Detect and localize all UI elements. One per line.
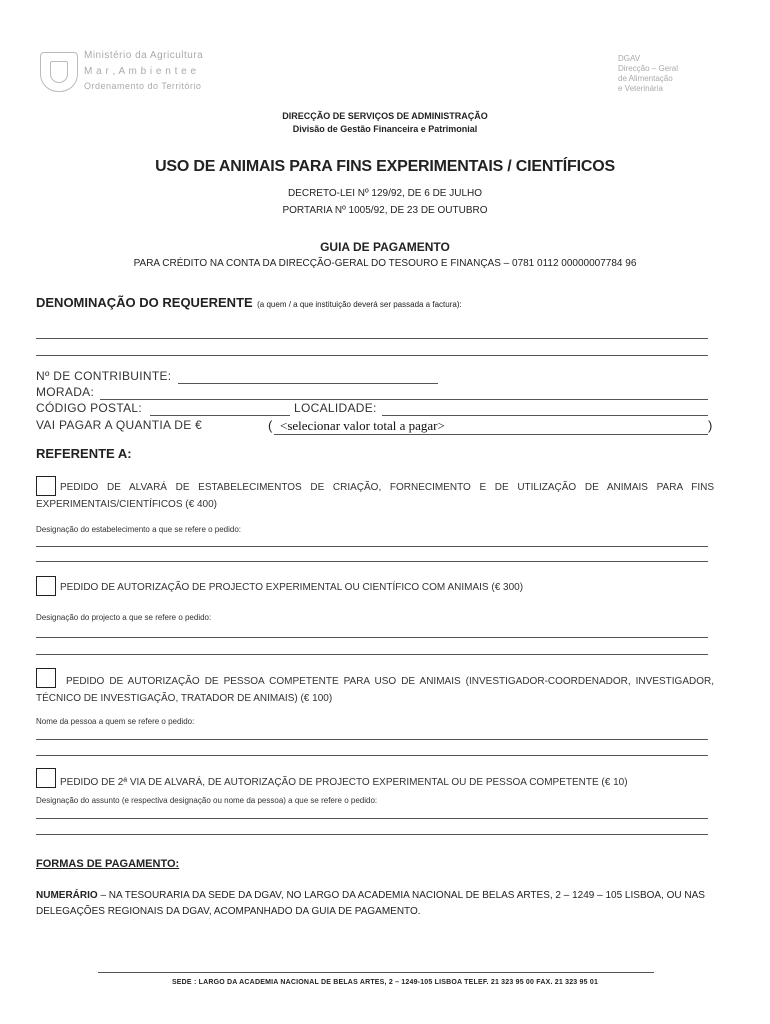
localidade-label: LOCALIDADE: [294,401,377,415]
dgav-line-3: de Alimentação [618,74,673,83]
credit-line: PARA CRÉDITO NA CONTA DA DIRECÇÃO-GERAL DO TESOURO E FINANÇAS – 0781 0112 00000007784 96 [133,258,637,269]
guide-title: GUIA DE PAGAMENTO [320,240,450,254]
option-3-line-2[interactable] [36,755,708,756]
morada-field[interactable] [100,399,708,400]
option-3-line-1[interactable] [36,739,708,740]
direction-title: DIRECÇÃO DE SERVIÇOS DE ADMINISTRAÇÃO [282,111,488,121]
amount-select[interactable]: <selecionar valor total a pagar> [280,418,445,433]
ministry-line-1: Ministério da Agricultura [84,50,204,61]
payment-method [36,888,716,920]
option-1-designation-label: Designação do estabelecimento a que se refere o pedido: [36,525,242,534]
morada-label: MORADA: [36,385,95,399]
coat-of-arms-icon [40,52,78,92]
nif-field[interactable] [178,383,438,384]
portaria-line: PORTARIA Nº 1005/92, DE 23 DE OUTUBRO [282,205,488,216]
requester-line-2[interactable] [36,355,708,356]
nif-label: Nº DE CONTRIBUINTE: [36,369,172,383]
direction-subtitle: Divisão de Gestão Financeira e Patrimonial [292,124,478,134]
main-title: USO DE ANIMAIS PARA FINS EXPERIMENTAIS / CIENTÍFICOS [155,158,615,175]
option-3-designation-label: Nome da pessoa a quem se refere o pedido: [36,717,195,726]
option-1-text: PEDIDO DE ALVARÁ DE ESTABELECIMENTOS DE CRIAÇÃO, FORNECIMENTO E DE UTILIZAÇÃO DE ANIMAIS PARA FINS EXPERIMENTAIS/CIENTÍFICOS (€ 400) [36,482,714,510]
ministry-logo-block [40,48,240,96]
payment-title: FORMAS DE PAGAMENTO: [36,858,180,870]
option-4-checkbox[interactable] [36,768,56,788]
decree-line: DECRETO-LEI Nº 129/92, DE 6 DE JULHO [287,188,483,199]
dgav-line-4: e Veterinária [618,84,663,93]
payment-method-text: – NA TESOURARIA DA SEDE DA DGAV, NO LARGO DA ACADEMIA NACIONAL DE BELAS ARTES, 2 – 1249 – 105 LISBOA, OU NAS DELEGAÇÕES REGIONAIS DA DGAV, ACOMPANHADO DA GUIA DE PAGAMENTO. [36,890,705,917]
amount-open-paren: ( [268,418,273,433]
option-1-line-1[interactable] [36,546,708,547]
requester-note: (a quem / a que instituição deverá ser passada a factura): [257,300,462,309]
dgav-acronym: DGAV [618,54,641,63]
amount-label: VAI PAGAR A QUANTIA DE € [36,418,203,432]
option-2-line-2[interactable] [36,654,708,655]
option-2-line-1[interactable] [36,637,708,638]
option-4-text: PEDIDO DE 2ª VIA DE ALVARÁ, DE AUTORIZAÇÃO DE PROJECTO EXPERIMENTAL OU DE PESSOA COMPETENTE (€ 10) [60,777,628,788]
requester-label: DENOMINAÇÃO DO REQUERENTE [36,295,253,310]
ministry-line-3: Ordenamento do Território [84,81,202,91]
dgav-line-2: Direcção – Geral [618,64,679,73]
payment-method-label: NUMERÁRIO [36,890,98,901]
option-3-text: PEDIDO DE AUTORIZAÇÃO DE PESSOA COMPETENTE PARA USO DE ANIMAIS (INVESTIGADOR-COORDENADOR, INVESTIGADOR, TÉCNICO DE INVESTIGAÇÃO, TRATADOR DE ANIMAIS) (€ 100) [36,676,714,704]
amount-select-wrapper [268,418,714,436]
footer-rule [98,972,654,973]
amount-underline [274,434,708,435]
referente-label: REFERENTE A: [36,446,132,461]
dgav-block [618,54,738,94]
ministry-line-2: M a r , A m b i e n t e e [84,66,197,77]
option-2-text: PEDIDO DE AUTORIZAÇÃO DE PROJECTO EXPERIMENTAL OU CIENTÍFICO COM ANIMAIS (€ 300) [60,582,524,593]
localidade-field[interactable] [382,415,708,416]
postal-code-label: CÓDIGO POSTAL: [36,401,142,415]
option-4-designation-label: Designação do assunto (e respectiva designação ou nome da pessoa) a que se refere o pedido: [36,796,378,805]
option-1-line-2[interactable] [36,561,708,562]
footer-address: SEDE : LARGO DA ACADEMIA NACIONAL DE BELAS ARTES, 2 – 1249-105 LISBOA TELEF. 21 323 95 00 FAX. 21 323 95 01 [171,979,599,986]
requester-line-1[interactable] [36,338,708,339]
postal-code-field[interactable] [150,415,290,416]
requester-row [36,294,462,312]
option-4-line-1[interactable] [36,818,708,819]
option-2-checkbox[interactable] [36,576,56,596]
option-2-designation-label: Designação do projecto a que se refere o pedido: [36,613,212,622]
amount-close-paren: ) [708,418,713,433]
option-4-line-2[interactable] [36,834,708,835]
